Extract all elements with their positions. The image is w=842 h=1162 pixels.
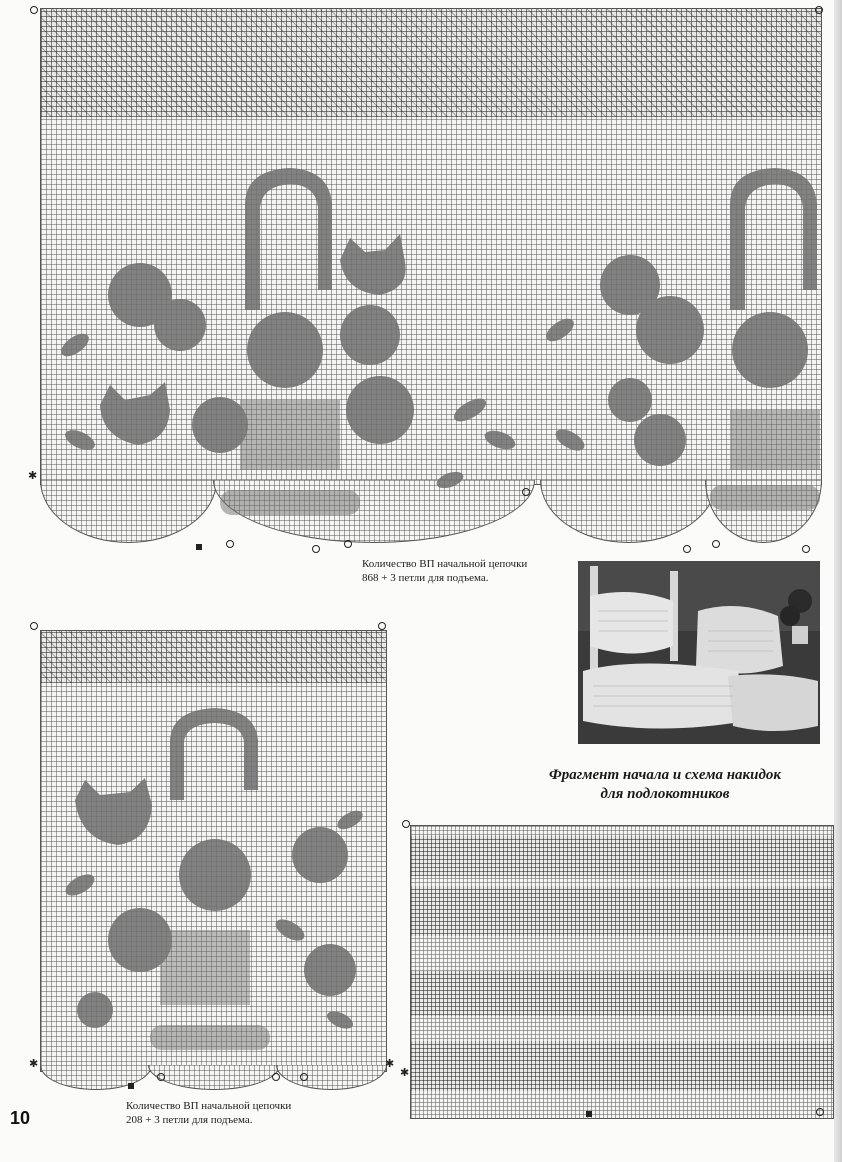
left-chart-mesh-band <box>41 631 386 683</box>
photo-title-line1: Фрагмент начала и схема накидок <box>548 767 782 783</box>
circle-marker-icon <box>30 6 38 14</box>
circle-marker-icon <box>802 545 810 553</box>
circle-marker-icon <box>815 6 823 14</box>
top-chart-caption-line2: 868 + 3 петли для подъема. <box>362 572 489 584</box>
circle-marker-icon <box>300 1073 308 1081</box>
photo-section-title <box>510 766 820 804</box>
circle-marker-icon <box>272 1073 280 1081</box>
top-chart-mesh-band <box>41 9 821 117</box>
armrest-covers-photo <box>578 561 820 744</box>
circle-marker-icon <box>378 622 386 630</box>
left-chart-caption-line2: 208 + 3 петли для подъема. <box>126 1114 253 1126</box>
armrest-chart-grid <box>410 825 834 1119</box>
filled-square-marker-icon <box>586 1111 592 1117</box>
circle-marker-icon <box>683 545 691 553</box>
circle-marker-icon <box>226 540 234 548</box>
armrest-mesh-band-upper <box>411 836 833 876</box>
armrest-mesh-band-bottom <box>411 1041 833 1091</box>
circle-marker-icon <box>816 1108 824 1116</box>
circle-marker-icon <box>30 622 38 630</box>
circle-marker-icon <box>712 540 720 548</box>
circle-marker-icon <box>312 545 320 553</box>
star-marker-icon: ✱ <box>29 1057 39 1070</box>
top-chart-caption <box>362 557 527 585</box>
top-chart-caption-line1: Количество ВП начальной цепочки <box>362 558 528 570</box>
left-chart-caption <box>126 1099 291 1127</box>
filled-square-marker-icon <box>196 544 202 550</box>
page-number: 10 <box>10 1108 31 1128</box>
photo-title-line2: для подлокотников <box>600 786 730 802</box>
star-marker-icon: ✱ <box>28 469 38 482</box>
filled-square-marker-icon <box>128 1083 134 1089</box>
page-edge <box>834 0 842 1162</box>
left-chart-caption-line1: Количество ВП начальной цепочки <box>126 1100 292 1112</box>
circle-marker-icon <box>402 820 410 828</box>
left-chart-basket-motif <box>40 680 385 1080</box>
circle-marker-icon <box>522 488 530 496</box>
circle-marker-icon <box>157 1073 165 1081</box>
armrest-mesh-band-middle <box>411 886 833 936</box>
star-marker-icon: ✱ <box>400 1066 410 1079</box>
circle-marker-icon <box>344 540 352 548</box>
top-chart-basket-motif <box>40 110 820 550</box>
photo-illustration <box>578 561 820 744</box>
armrest-mesh-band-lower <box>411 971 833 1016</box>
star-marker-icon: ✱ <box>385 1057 395 1070</box>
